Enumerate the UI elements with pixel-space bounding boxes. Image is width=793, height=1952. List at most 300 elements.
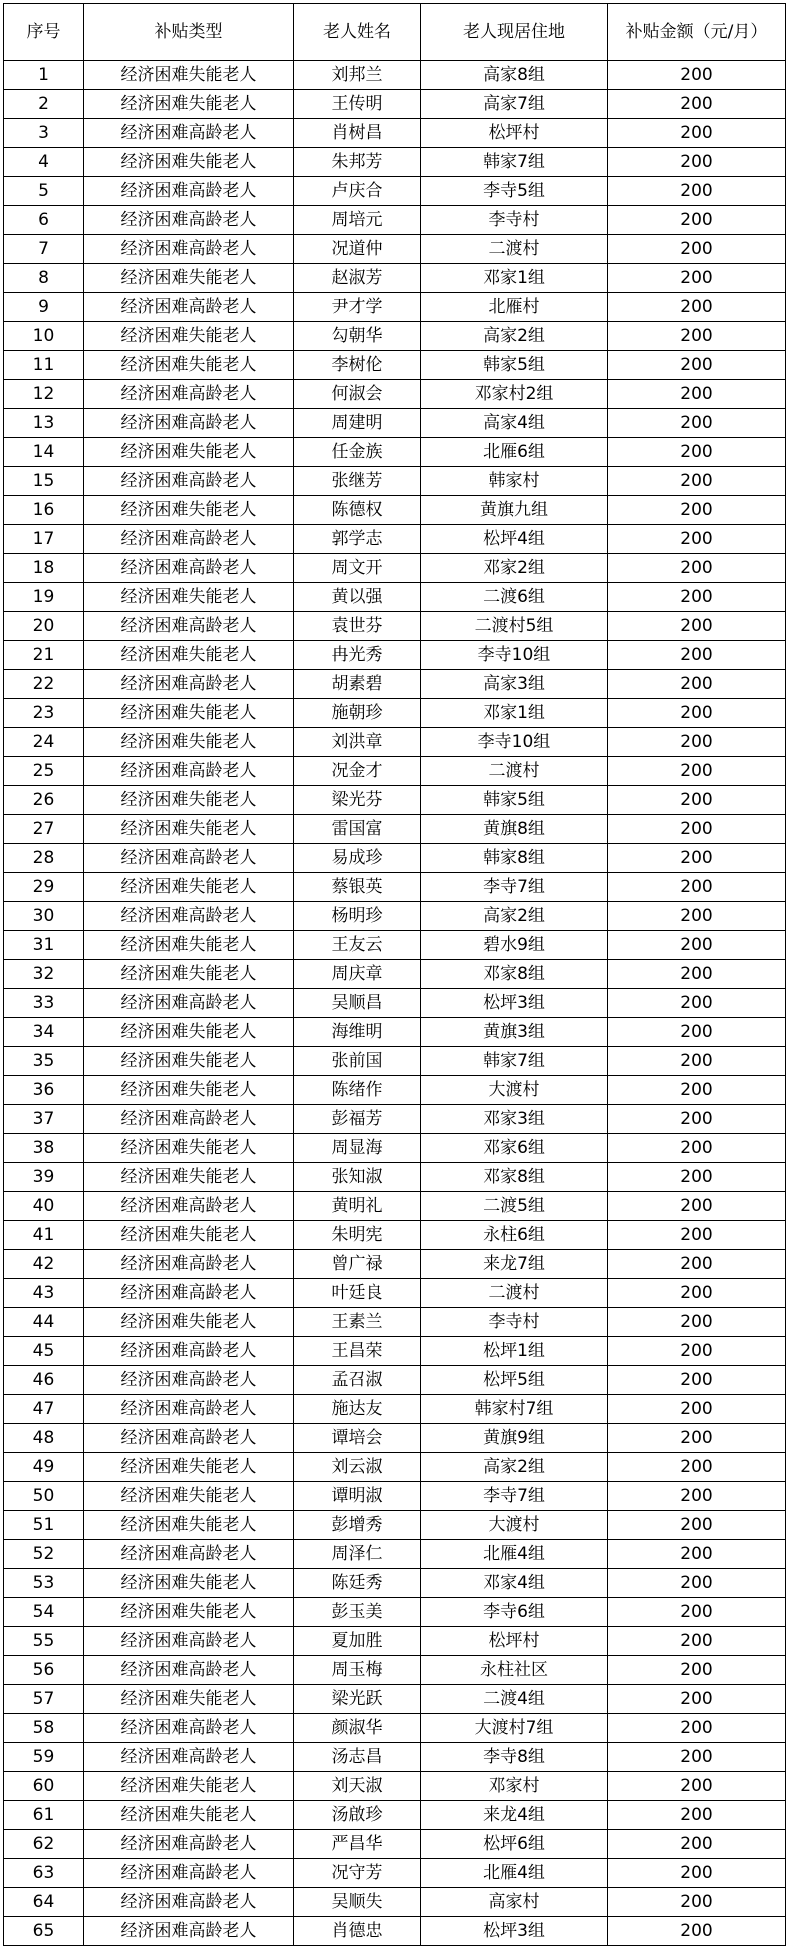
cell-subsidy-amount: 200 [608, 1366, 786, 1395]
table-row [4, 1801, 786, 1830]
cell-elder-name: 王传明 [294, 90, 421, 119]
cell-serial-number: 38 [4, 1134, 84, 1163]
cell-serial-number: 46 [4, 1366, 84, 1395]
cell-residence: 邓家4组 [421, 1569, 608, 1598]
cell-serial-number: 40 [4, 1192, 84, 1221]
cell-residence: 高家2组 [421, 322, 608, 351]
table-row [4, 148, 786, 177]
cell-subsidy-type: 经济困难高龄老人 [84, 670, 294, 699]
cell-subsidy-amount: 200 [608, 1279, 786, 1308]
table-row [4, 757, 786, 786]
cell-subsidy-amount: 200 [608, 1076, 786, 1105]
cell-residence: 大渡村 [421, 1511, 608, 1540]
cell-subsidy-amount: 200 [608, 1424, 786, 1453]
cell-residence: 高家2组 [421, 1453, 608, 1482]
cell-serial-number: 43 [4, 1279, 84, 1308]
cell-elder-name: 谭培会 [294, 1424, 421, 1453]
table-row [4, 960, 786, 989]
cell-subsidy-type: 经济困难高龄老人 [84, 1424, 294, 1453]
cell-subsidy-amount: 200 [608, 206, 786, 235]
cell-residence: 李寺村 [421, 206, 608, 235]
cell-residence: 李寺5组 [421, 177, 608, 206]
cell-subsidy-type: 经济困难失能老人 [84, 1685, 294, 1714]
cell-serial-number: 56 [4, 1656, 84, 1685]
cell-subsidy-type: 经济困难高龄老人 [84, 757, 294, 786]
cell-subsidy-type: 经济困难失能老人 [84, 1047, 294, 1076]
cell-elder-name: 施朝珍 [294, 699, 421, 728]
cell-subsidy-type: 经济困难高龄老人 [84, 989, 294, 1018]
cell-elder-name: 郭学志 [294, 525, 421, 554]
cell-subsidy-type: 经济困难失能老人 [84, 148, 294, 177]
cell-subsidy-type: 经济困难失能老人 [84, 583, 294, 612]
cell-elder-name: 肖树昌 [294, 119, 421, 148]
cell-subsidy-amount: 200 [608, 90, 786, 119]
cell-elder-name: 卢庆合 [294, 177, 421, 206]
cell-elder-name: 周泽仁 [294, 1540, 421, 1569]
cell-residence: 邓家8组 [421, 1163, 608, 1192]
cell-subsidy-amount: 200 [608, 1830, 786, 1859]
cell-residence: 邓家3组 [421, 1105, 608, 1134]
table-row [4, 322, 786, 351]
cell-residence: 二渡4组 [421, 1685, 608, 1714]
cell-subsidy-type: 经济困难高龄老人 [84, 1830, 294, 1859]
header-subsidy-type: 补贴类型 [84, 4, 294, 61]
table-row [4, 1656, 786, 1685]
cell-elder-name: 陈绪作 [294, 1076, 421, 1105]
cell-elder-name: 任金族 [294, 438, 421, 467]
cell-residence: 李寺7组 [421, 1482, 608, 1511]
cell-elder-name: 王友云 [294, 931, 421, 960]
cell-serial-number: 42 [4, 1250, 84, 1279]
cell-residence: 李寺8组 [421, 1743, 608, 1772]
cell-subsidy-type: 经济困难失能老人 [84, 1018, 294, 1047]
cell-residence: 永柱社区 [421, 1656, 608, 1685]
cell-elder-name: 杨明珍 [294, 902, 421, 931]
cell-elder-name: 朱邦芳 [294, 148, 421, 177]
cell-residence: 北雁4组 [421, 1859, 608, 1888]
cell-residence: 二渡村5组 [421, 612, 608, 641]
table-row [4, 873, 786, 902]
cell-residence: 高家2组 [421, 902, 608, 931]
cell-subsidy-type: 经济困难失能老人 [84, 1308, 294, 1337]
cell-subsidy-amount: 200 [608, 757, 786, 786]
cell-subsidy-amount: 200 [608, 380, 786, 409]
cell-serial-number: 23 [4, 699, 84, 728]
cell-elder-name: 海维明 [294, 1018, 421, 1047]
table-row [4, 438, 786, 467]
cell-elder-name: 彭玉美 [294, 1598, 421, 1627]
table-row [4, 641, 786, 670]
cell-elder-name: 尹才学 [294, 293, 421, 322]
table-row [4, 264, 786, 293]
cell-residence: 高家7组 [421, 90, 608, 119]
cell-elder-name: 肖德忠 [294, 1917, 421, 1946]
cell-serial-number: 6 [4, 206, 84, 235]
table-row [4, 409, 786, 438]
table-row [4, 1047, 786, 1076]
cell-residence: 来龙7组 [421, 1250, 608, 1279]
cell-residence: 碧水9组 [421, 931, 608, 960]
cell-subsidy-type: 经济困难失能老人 [84, 786, 294, 815]
cell-elder-name: 雷国富 [294, 815, 421, 844]
header-serial-number: 序号 [4, 4, 84, 61]
cell-subsidy-amount: 200 [608, 1192, 786, 1221]
cell-serial-number: 11 [4, 351, 84, 380]
cell-serial-number: 47 [4, 1395, 84, 1424]
cell-elder-name: 陈廷秀 [294, 1569, 421, 1598]
cell-elder-name: 叶廷良 [294, 1279, 421, 1308]
table-body [4, 61, 786, 1946]
cell-serial-number: 53 [4, 1569, 84, 1598]
cell-subsidy-type: 经济困难失能老人 [84, 1453, 294, 1482]
cell-subsidy-amount: 200 [608, 1714, 786, 1743]
cell-subsidy-type: 经济困难失能老人 [84, 1772, 294, 1801]
cell-elder-name: 周玉梅 [294, 1656, 421, 1685]
cell-subsidy-amount: 200 [608, 1221, 786, 1250]
table-row [4, 1772, 786, 1801]
cell-elder-name: 张继芳 [294, 467, 421, 496]
cell-elder-name: 黄明礼 [294, 1192, 421, 1221]
cell-residence: 高家3组 [421, 670, 608, 699]
cell-serial-number: 22 [4, 670, 84, 699]
cell-residence: 北雁村 [421, 293, 608, 322]
cell-serial-number: 31 [4, 931, 84, 960]
cell-residence: 韩家8组 [421, 844, 608, 873]
cell-serial-number: 27 [4, 815, 84, 844]
cell-elder-name: 吴顺失 [294, 1888, 421, 1917]
table-row [4, 989, 786, 1018]
table-row [4, 1250, 786, 1279]
cell-residence: 邓家村 [421, 1772, 608, 1801]
cell-serial-number: 33 [4, 989, 84, 1018]
cell-elder-name: 周建明 [294, 409, 421, 438]
cell-subsidy-amount: 200 [608, 1250, 786, 1279]
cell-subsidy-amount: 200 [608, 815, 786, 844]
cell-elder-name: 况金才 [294, 757, 421, 786]
cell-subsidy-amount: 200 [608, 844, 786, 873]
cell-residence: 韩家7组 [421, 1047, 608, 1076]
cell-subsidy-type: 经济困难高龄老人 [84, 1192, 294, 1221]
cell-elder-name: 朱明宪 [294, 1221, 421, 1250]
cell-subsidy-type: 经济困难高龄老人 [84, 902, 294, 931]
cell-elder-name: 况道仲 [294, 235, 421, 264]
cell-serial-number: 12 [4, 380, 84, 409]
cell-residence: 松坪3组 [421, 1917, 608, 1946]
cell-subsidy-type: 经济困难高龄老人 [84, 1714, 294, 1743]
cell-subsidy-type: 经济困难失能老人 [84, 815, 294, 844]
cell-elder-name: 周庆章 [294, 960, 421, 989]
cell-elder-name: 冉光秀 [294, 641, 421, 670]
cell-residence: 李寺10组 [421, 728, 608, 757]
table-row [4, 467, 786, 496]
table-row [4, 1424, 786, 1453]
cell-serial-number: 2 [4, 90, 84, 119]
cell-serial-number: 32 [4, 960, 84, 989]
cell-serial-number: 51 [4, 1511, 84, 1540]
cell-subsidy-amount: 200 [608, 728, 786, 757]
cell-serial-number: 48 [4, 1424, 84, 1453]
cell-residence: 韩家7组 [421, 148, 608, 177]
cell-subsidy-type: 经济困难高龄老人 [84, 1250, 294, 1279]
cell-subsidy-type: 经济困难高龄老人 [84, 293, 294, 322]
cell-subsidy-amount: 200 [608, 235, 786, 264]
cell-serial-number: 16 [4, 496, 84, 525]
cell-subsidy-amount: 200 [608, 1772, 786, 1801]
cell-serial-number: 64 [4, 1888, 84, 1917]
cell-serial-number: 29 [4, 873, 84, 902]
cell-serial-number: 20 [4, 612, 84, 641]
table-row [4, 1511, 786, 1540]
cell-residence: 北雁6组 [421, 438, 608, 467]
table-row [4, 670, 786, 699]
cell-subsidy-amount: 200 [608, 1308, 786, 1337]
cell-residence: 二渡村 [421, 757, 608, 786]
table-row [4, 525, 786, 554]
cell-subsidy-type: 经济困难高龄老人 [84, 1917, 294, 1946]
cell-subsidy-amount: 200 [608, 1018, 786, 1047]
table-row [4, 1221, 786, 1250]
cell-elder-name: 周文开 [294, 554, 421, 583]
cell-subsidy-type: 经济困难失能老人 [84, 873, 294, 902]
cell-subsidy-amount: 200 [608, 989, 786, 1018]
cell-residence: 高家村 [421, 1888, 608, 1917]
cell-residence: 李寺7组 [421, 873, 608, 902]
table-row [4, 554, 786, 583]
cell-subsidy-amount: 200 [608, 1395, 786, 1424]
cell-subsidy-type: 经济困难失能老人 [84, 960, 294, 989]
cell-subsidy-type: 经济困难失能老人 [84, 1511, 294, 1540]
cell-serial-number: 63 [4, 1859, 84, 1888]
cell-subsidy-amount: 200 [608, 1163, 786, 1192]
cell-serial-number: 3 [4, 119, 84, 148]
table-row [4, 844, 786, 873]
cell-serial-number: 10 [4, 322, 84, 351]
cell-serial-number: 5 [4, 177, 84, 206]
table-row [4, 815, 786, 844]
cell-elder-name: 颜淑华 [294, 1714, 421, 1743]
cell-elder-name: 赵淑芳 [294, 264, 421, 293]
cell-subsidy-type: 经济困难失能老人 [84, 264, 294, 293]
cell-residence: 大渡村7组 [421, 1714, 608, 1743]
cell-residence: 高家8组 [421, 61, 608, 90]
cell-subsidy-type: 经济困难高龄老人 [84, 206, 294, 235]
table-row [4, 1018, 786, 1047]
cell-subsidy-type: 经济困难高龄老人 [84, 380, 294, 409]
table-row [4, 1366, 786, 1395]
table-row [4, 1395, 786, 1424]
cell-subsidy-type: 经济困难失能老人 [84, 1221, 294, 1250]
table-row [4, 177, 786, 206]
cell-residence: 松坪4组 [421, 525, 608, 554]
cell-elder-name: 胡素碧 [294, 670, 421, 699]
cell-elder-name: 张前国 [294, 1047, 421, 1076]
cell-subsidy-amount: 200 [608, 1656, 786, 1685]
table-row [4, 1569, 786, 1598]
cell-elder-name: 陈德权 [294, 496, 421, 525]
cell-residence: 黄旗3组 [421, 1018, 608, 1047]
cell-subsidy-type: 经济困难高龄老人 [84, 1540, 294, 1569]
cell-residence: 二渡村 [421, 1279, 608, 1308]
cell-subsidy-type: 经济困难失能老人 [84, 496, 294, 525]
cell-subsidy-amount: 200 [608, 148, 786, 177]
cell-elder-name: 汤志昌 [294, 1743, 421, 1772]
cell-serial-number: 60 [4, 1772, 84, 1801]
cell-subsidy-type: 经济困难失能老人 [84, 90, 294, 119]
cell-residence: 永柱6组 [421, 1221, 608, 1250]
cell-residence: 大渡村 [421, 1076, 608, 1105]
table-row [4, 1337, 786, 1366]
cell-subsidy-amount: 200 [608, 119, 786, 148]
table-row [4, 902, 786, 931]
table-row [4, 583, 786, 612]
cell-subsidy-amount: 200 [608, 1134, 786, 1163]
cell-elder-name: 况守芳 [294, 1859, 421, 1888]
cell-serial-number: 1 [4, 61, 84, 90]
table-row [4, 1917, 786, 1946]
cell-serial-number: 14 [4, 438, 84, 467]
cell-subsidy-amount: 200 [608, 1801, 786, 1830]
cell-serial-number: 49 [4, 1453, 84, 1482]
cell-serial-number: 4 [4, 148, 84, 177]
cell-subsidy-amount: 200 [608, 612, 786, 641]
cell-serial-number: 55 [4, 1627, 84, 1656]
cell-residence: 黄旗九组 [421, 496, 608, 525]
cell-subsidy-amount: 200 [608, 409, 786, 438]
table-row [4, 1482, 786, 1511]
cell-subsidy-type: 经济困难失能老人 [84, 351, 294, 380]
cell-subsidy-type: 经济困难失能老人 [84, 1163, 294, 1192]
cell-subsidy-amount: 200 [608, 902, 786, 931]
cell-subsidy-type: 经济困难高龄老人 [84, 1337, 294, 1366]
cell-serial-number: 13 [4, 409, 84, 438]
cell-subsidy-type: 经济困难高龄老人 [84, 1395, 294, 1424]
cell-subsidy-amount: 200 [608, 1511, 786, 1540]
cell-elder-name: 袁世芬 [294, 612, 421, 641]
cell-residence: 二渡6组 [421, 583, 608, 612]
cell-subsidy-amount: 200 [608, 1859, 786, 1888]
cell-elder-name: 刘天淑 [294, 1772, 421, 1801]
table-row [4, 61, 786, 90]
cell-subsidy-amount: 200 [608, 931, 786, 960]
cell-elder-name: 彭福芳 [294, 1105, 421, 1134]
cell-elder-name: 彭增秀 [294, 1511, 421, 1540]
cell-serial-number: 59 [4, 1743, 84, 1772]
cell-serial-number: 7 [4, 235, 84, 264]
cell-subsidy-amount: 200 [608, 467, 786, 496]
cell-residence: 松坪6组 [421, 1830, 608, 1859]
cell-subsidy-type: 经济困难失能老人 [84, 699, 294, 728]
table-header-row [4, 4, 786, 61]
cell-subsidy-type: 经济困难高龄老人 [84, 1105, 294, 1134]
cell-subsidy-type: 经济困难失能老人 [84, 1598, 294, 1627]
cell-subsidy-amount: 200 [608, 351, 786, 380]
cell-residence: 韩家村7组 [421, 1395, 608, 1424]
cell-serial-number: 26 [4, 786, 84, 815]
cell-subsidy-type: 经济困难高龄老人 [84, 844, 294, 873]
table-row [4, 90, 786, 119]
table-row [4, 1076, 786, 1105]
cell-serial-number: 45 [4, 1337, 84, 1366]
cell-elder-name: 梁光跃 [294, 1685, 421, 1714]
cell-residence: 李寺村 [421, 1308, 608, 1337]
cell-subsidy-amount: 200 [608, 1569, 786, 1598]
cell-subsidy-amount: 200 [608, 264, 786, 293]
cell-residence: 来龙4组 [421, 1801, 608, 1830]
cell-residence: 邓家村2组 [421, 380, 608, 409]
cell-elder-name: 王昌荣 [294, 1337, 421, 1366]
cell-subsidy-type: 经济困难高龄老人 [84, 1656, 294, 1685]
cell-serial-number: 18 [4, 554, 84, 583]
cell-subsidy-amount: 200 [608, 322, 786, 351]
cell-serial-number: 65 [4, 1917, 84, 1946]
cell-subsidy-type: 经济困难高龄老人 [84, 1627, 294, 1656]
cell-subsidy-amount: 200 [608, 1453, 786, 1482]
cell-subsidy-type: 经济困难高龄老人 [84, 1859, 294, 1888]
header-residence: 老人现居住地 [421, 4, 608, 61]
cell-residence: 松坪村 [421, 1627, 608, 1656]
cell-subsidy-amount: 200 [608, 873, 786, 902]
table-row [4, 1163, 786, 1192]
cell-serial-number: 8 [4, 264, 84, 293]
cell-serial-number: 50 [4, 1482, 84, 1511]
cell-serial-number: 37 [4, 1105, 84, 1134]
cell-subsidy-amount: 200 [608, 525, 786, 554]
cell-subsidy-amount: 200 [608, 1743, 786, 1772]
cell-subsidy-amount: 200 [608, 1047, 786, 1076]
cell-subsidy-amount: 200 [608, 670, 786, 699]
cell-serial-number: 36 [4, 1076, 84, 1105]
cell-subsidy-amount: 200 [608, 1337, 786, 1366]
cell-serial-number: 9 [4, 293, 84, 322]
cell-residence: 邓家1组 [421, 264, 608, 293]
cell-subsidy-type: 经济困难高龄老人 [84, 525, 294, 554]
header-subsidy-amount: 补贴金额（元/月） [608, 4, 786, 61]
cell-serial-number: 28 [4, 844, 84, 873]
cell-subsidy-type: 经济困难失能老人 [84, 322, 294, 351]
cell-elder-name: 吴顺昌 [294, 989, 421, 1018]
table-row [4, 699, 786, 728]
cell-serial-number: 58 [4, 1714, 84, 1743]
table-row [4, 1540, 786, 1569]
table-row [4, 1453, 786, 1482]
cell-subsidy-amount: 200 [608, 641, 786, 670]
table-row [4, 612, 786, 641]
cell-elder-name: 何淑会 [294, 380, 421, 409]
table-row [4, 1598, 786, 1627]
cell-elder-name: 勾朝华 [294, 322, 421, 351]
cell-elder-name: 张知淑 [294, 1163, 421, 1192]
cell-elder-name: 刘云淑 [294, 1453, 421, 1482]
cell-elder-name: 梁光芬 [294, 786, 421, 815]
cell-subsidy-type: 经济困难失能老人 [84, 1482, 294, 1511]
subsidy-table [3, 3, 786, 1946]
cell-subsidy-type: 经济困难高龄老人 [84, 235, 294, 264]
cell-subsidy-type: 经济困难高龄老人 [84, 119, 294, 148]
table-row [4, 1743, 786, 1772]
cell-elder-name: 谭明淑 [294, 1482, 421, 1511]
cell-residence: 邓家8组 [421, 960, 608, 989]
cell-elder-name: 刘洪章 [294, 728, 421, 757]
cell-subsidy-amount: 200 [608, 61, 786, 90]
cell-serial-number: 52 [4, 1540, 84, 1569]
cell-serial-number: 30 [4, 902, 84, 931]
table-row [4, 728, 786, 757]
cell-elder-name: 施达友 [294, 1395, 421, 1424]
cell-serial-number: 35 [4, 1047, 84, 1076]
table-row [4, 1685, 786, 1714]
table-row [4, 119, 786, 148]
cell-elder-name: 蔡银英 [294, 873, 421, 902]
